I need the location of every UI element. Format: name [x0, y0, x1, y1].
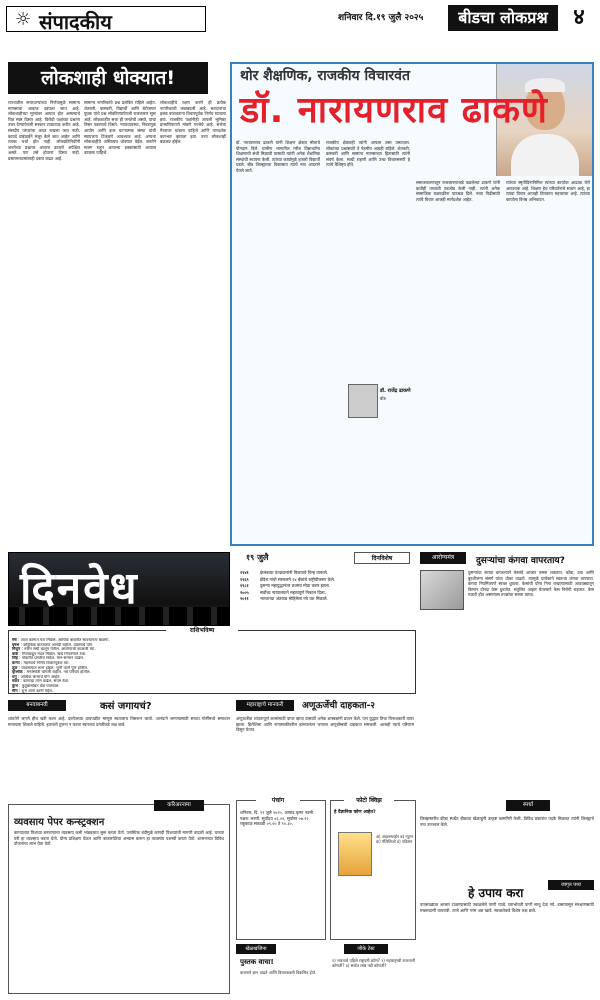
feature-kicker: थोर शैक्षणिक, राजकीय विचारवंत — [240, 68, 410, 84]
list-item: २००५ सर्वोच्च न्यायालयाने महत्त्वपूर्ण निकाल दिला. — [240, 589, 326, 595]
maharashtra-tag: महाराष्ट्राचे मानकरी — [236, 700, 294, 711]
editorial-column-2: सामान्य नागरिकांचे प्रश्न प्रलंबित राहिले आहेत. शेतकरी, कष्टकरी, विद्यार्थी आणि बेरोजगार युवक यांचे प्रश्न सोडविण्याऐवजी राजकारण सुरू आहे. लोकशाहीत सत्ता ही जनतेची असते, याचा विसर पडल्याचे दिसते. न्यायव्यवस्था, निवडणूक आयोग आणि इतर घटनात्मक संस्था यांची स्वायत्तता टिकवणे आवश्यक आहे. अन्यथा लोकशाहीचे अस्तित्वच धोक्यात येईल. जनतेने सजग राहून आपल्या हक्कांसाठी आवाज उठवला पाहिजे. — [84, 100, 156, 156]
list-item: मीन : शुभ वार्ता कानी येईल. — [12, 688, 54, 693]
editorial-column-3: लोकशाहीचे रक्षण करणे ही प्रत्येक नागरिकाची जबाबदारी आहे. मतदानाचा हक्क बजावताना विचारपूर्वक निर्णय घ्यायला हवा. राजकीय पक्षांनीही आपली भूमिका प्रामाणिकपणे मांडणे गरजेचे आहे. सत्तेचा गैरवापर थांबला पाहिजे आणि पारदर्शक कारभार व्हायला हवा. तरच लोकशाही बळकट होईल. — [160, 100, 226, 145]
list-item: १९४१ इंग्लंडच्या पंतप्रधानांनी विजयाचे चिन्ह वापरले. — [240, 570, 329, 575]
photo-quiz-question: हे वैज्ञानिक कोण आहेत? — [334, 810, 376, 815]
maharashtra-title: अणूऊर्जेची दाहकता-२ — [302, 701, 375, 711]
dinvedh-title: दिनवेध — [20, 563, 139, 614]
feature-title: डॉ. नारायणराव ढाकणे — [240, 90, 548, 131]
feature-column-4: त्यांच्या स्मृतीदिनानिमित्त त्यांच्या कार्याचा आढावा घेणे आवश्यक आहे. शिक्षण हेच परिवर्तनाचे साधन आहे, हा त्यांचा विचार आजही तितकाच महत्त्वाचा आहे. त्यांच्या कार्याला विनम्र अभिवादन. — [506, 180, 590, 202]
author-location: बीड — [380, 396, 386, 401]
business-title: व्यवसाय पेपर कन्स्ट्रक्शन — [14, 817, 105, 828]
author-photo — [348, 384, 378, 418]
list-item: सिंह : नोकरीत प्रगतीचे संकेत. मान-सन्मान वाढेल. — [12, 656, 85, 661]
feature-column-1: डॉ. नारायणराव ढाकणे यांनी शिक्षण क्षेत्रात मोलाचे योगदान दिले. ग्रामीण भागातील गरीब विद्यार्थ्यांना शिक्षणाची संधी मिळावी यासाठी त्यांनी अनेक शैक्षणिक संस्थांची स्थापना केली. त्यांच्या कार्यामुळे हजारो विद्यार्थी घडले. बीड जिल्ह्याच्या विकासात त्यांचे नाव आदराने घेतले जाते. — [236, 140, 320, 173]
masthead-date: शनिवार दि.१९ जुलै २०२५ — [338, 13, 424, 23]
list-item: कर्क : मित्रांकडून मदत मिळेल. खर्च नियंत्रणात ठेवा. — [12, 651, 87, 656]
masthead-section-title: संपादकीय — [39, 10, 112, 34]
business-tag: करिअरनामा — [154, 800, 204, 811]
masthead-section-box — [6, 6, 206, 32]
author-name: डॉ. राजेंद्र ढाकणे — [380, 388, 411, 394]
panchang-text: शनिवार, दि. १९ जुलै २०२५. आषाढ कृष्ण नवमी. नक्षत्र: भरणी. सूर्योदय ०६.०२, सूर्यास्त ०७.१२. राहुकाळ सकाळी ०९.०० ते १०.३०. — [240, 810, 315, 827]
kasa-tag: बनवाबनवी — [8, 700, 66, 711]
list-item: वृषभ : कौटुंबिक वातावरण आनंदी राहील. प्रवासाचे योग. — [12, 642, 94, 647]
editorial-column-1: राज्यातील सत्ताधाऱ्यांच्या निर्णयामुळे सामान्य माणसाचा आवाज दडपला जात आहे. लोकशाहीच्या मूल्यांवर आघात होत असल्याचे चित्र स्पष्ट दिसत आहे. विरोधी पक्षांच्या प्रश्नांना उत्तर देण्याऐवजी सरकार टाळाटाळ करीत आहे. संसदीय परंपरांचा आदर राखला जात नाही. कायदे घाईघाईने मंजूर केले जात आहेत आणि त्यावर चर्चा होत नाही. लोकप्रतिनिधींनी जनतेच्या प्रश्नांवर आवाज उठवणे अपेक्षित असते. पण तसे होताना दिसत नाही. प्रसारमाध्यमांवरही दबाव वाढत आहे. — [8, 100, 80, 161]
masthead-brand: बीडचा लोकप्रश्न — [448, 5, 558, 31]
list-item: २०११ भारताच्या अंतराळ मोहिमेला नवे यश मिळाले. — [240, 596, 328, 602]
quiz-tag: जीके टेस्ट — [344, 944, 388, 954]
remedy-text: पावसाळ्यात आजार टाळण्यासाठी उकळलेले पाणी प्यावे. घराभोवती पाणी साचू देऊ नये. डासांपासून संरक्षणासाठी मच्छरदाणी वापरावी. ताजे आणि गरम अन्न खावे. स्वच्छतेकडे विशेष लक्ष द्यावे. — [420, 902, 594, 913]
list-item: मिथुन : नवीन संधी चालून येतील. आरोग्याची काळजी घ्या. — [12, 647, 96, 652]
photo-quiz-options: अ) आइनस्टाईन ब) न्यूटन क) गॅलिलिओ ड) एडिसन — [376, 834, 414, 845]
list-item: वृश्चिक : मनःस्थिती चांगली राहील. नवे परिचय होतील. — [12, 670, 91, 675]
list-item: १९६९ इंदिरा गांधी सरकारने १४ बँकांचे राष्ट्रीयीकरण केले. — [240, 576, 336, 582]
list-item: कन्या : महत्त्वाचे निर्णय विचारपूर्वक घ्या. — [12, 660, 70, 665]
sport-tag: स्पर्धा — [506, 800, 550, 811]
feature-column-2: राजकीय क्षेत्रातही त्यांनी आपला ठसा उमटवला. लोकांच्या प्रश्नांसाठी ते नेहमीच आग्रही राहिले. शेतकरी, कष्टकरी आणि सामान्य माणसाच्या हितासाठी त्यांनी संघर्ष केला. साधी राहणी आणि उच्च विचारसरणी हे त्यांचे वैशिष्ट्य होते. — [326, 140, 410, 168]
list-item: कुंभ : कुटुंबासोबत वेळ घालवाल. — [12, 683, 60, 688]
gk-title: पुस्तक वाचा! — [240, 958, 274, 966]
kasa-title: कसं जगायचं? — [100, 701, 152, 712]
photo-quiz-label: फोटो क्विझ — [344, 796, 394, 806]
rashi-label: राशिभविष्य — [166, 626, 238, 636]
sun-emblem-icon: ☼ — [15, 9, 32, 30]
on-this-day-label: दिनविशेष — [354, 552, 410, 564]
photo-quiz-image — [338, 832, 372, 876]
health-text: दुसऱ्यांचा कंगवा वापरल्याने केसांचे आजार पसरू शकतात. कोंडा, उवा आणि बुरशीजन्य संसर्ग यांचा धोका वाढतो. त्यामुळे प्रत्येकाने स्वतःचा कंगवा वापरावा. कंगवा नियमितपणे स्वच्छ धुवावा. केसांची योग्य निगा राखण्यासाठी आठवड्यातून किमान दोनदा केस धुवावेत. संतुलित आहार घेतल्याने केस निरोगी राहतात. केस गळती होत असल्यास तज्ज्ञांचा सल्ला घ्यावा. — [468, 570, 594, 598]
kasa-text: शांततेने जगणे हीच खरी कला आहे. दररोजच्या धावपळीत माणूस स्वतःलाच विसरून जातो. आनंदाने जगण्यासाठी साध्या गोष्टींमध्ये समाधान मानायला शिकले पाहिजे. इतरांशी तुलना न करता स्वतःच्या प्रगतीकडे लक्ष द्यावे. — [8, 716, 230, 727]
remedy-title: हे उपाय करा — [468, 886, 524, 900]
health-title: दुसऱ्यांचा कंगवा वापरताय? — [476, 556, 565, 566]
panchang-label: पंचांग — [256, 796, 300, 806]
on-this-day-date: १९ जुलै — [246, 553, 269, 562]
remedy-tag: जागृत पथ्य — [548, 880, 594, 890]
quiz-text: १) भारताचे पहिले राष्ट्रपती कोण? २) महाराष्ट्राची राजधानी कोणती? ३) सर्वात लांब नदी कोणती? — [332, 958, 415, 969]
business-text: कागदाच्या पिशव्या बनवण्याचा व्यवसाय कमी भांडवलात सुरू करता येतो. प्लास्टिक बंदीमुळे कागदी पिशव्यांची मागणी वाढली आहे. घरच्या घरी हा व्यवसाय करता येतो. योग्य प्रशिक्षण घेऊन आणि बाजारपेठेचा अभ्यास करून हा व्यवसाय यशस्वी करता येतो. शासनाच्या विविध योजनांचा लाभ घेता येतो. — [14, 830, 224, 847]
list-item: मेष : आज कामात यश मिळेल. आर्थिक बाबतीत सावधानता बाळगा. — [12, 638, 110, 642]
on-this-day-list — [240, 570, 414, 624]
rashi-list — [12, 638, 412, 692]
list-item: तूळ : व्यवसायात लाभ होईल. जुनी कामे पूर्ण होतील. — [12, 665, 89, 670]
feature-column-3: समाजकारणातून राजकारणाकडे वळलेल्या ढाकणे यांनी कधीही तत्त्वांशी तडजोड केली नाही. त्यांनी अनेक सामाजिक चळवळींना पाठबळ दिले. नव्या पिढीसाठी त्यांचे विचार आजही मार्गदर्शक आहेत. — [416, 180, 500, 202]
gk-tag: खेळखजिना — [236, 944, 276, 954]
health-photo — [420, 570, 464, 610]
list-item: धनु : आर्थिक लाभाचे योग आहेत. — [12, 674, 61, 679]
page-number: ४ — [573, 5, 585, 30]
gk-text: वाचनाने ज्ञान वाढते आणि विचारशक्ती विकसित होते. — [240, 970, 317, 975]
health-tag: आरोग्यमंत्र — [420, 552, 466, 564]
maharashtra-text: अणुऊर्जेचा शांततापूर्ण कामांसाठी वापर व्हावा यासाठी अनेक शास्त्रज्ञांनी प्रयत्न केले. पण युद्धात तिचा विनाशकारी वापर झाला. हिरोशिमा आणि नागासाकीवरील हल्ल्यानंतर जगाला अणुबॉम्बची दाहकता समजली. आजही त्याचे परिणाम दिसून येतात. — [236, 716, 414, 733]
list-item: मकर : कामाचा ताण वाढेल. संयम ठेवा. — [12, 679, 70, 684]
list-item: १९८१ दुसऱ्या महायुद्धानंतर प्रथमच मोठा करार झाला. — [240, 583, 331, 589]
editorial-headline: लोकशाही धोक्यात! — [8, 62, 208, 94]
sport-text: जिल्हास्तरीय क्रीडा स्पर्धेत बीडच्या खेळाडूंनी उत्कृष्ट कामगिरी केली. विविध प्रकारांत पदके मिळवत त्यांनी जिल्ह्याचे नाव उज्ज्वल केले. — [420, 816, 594, 827]
